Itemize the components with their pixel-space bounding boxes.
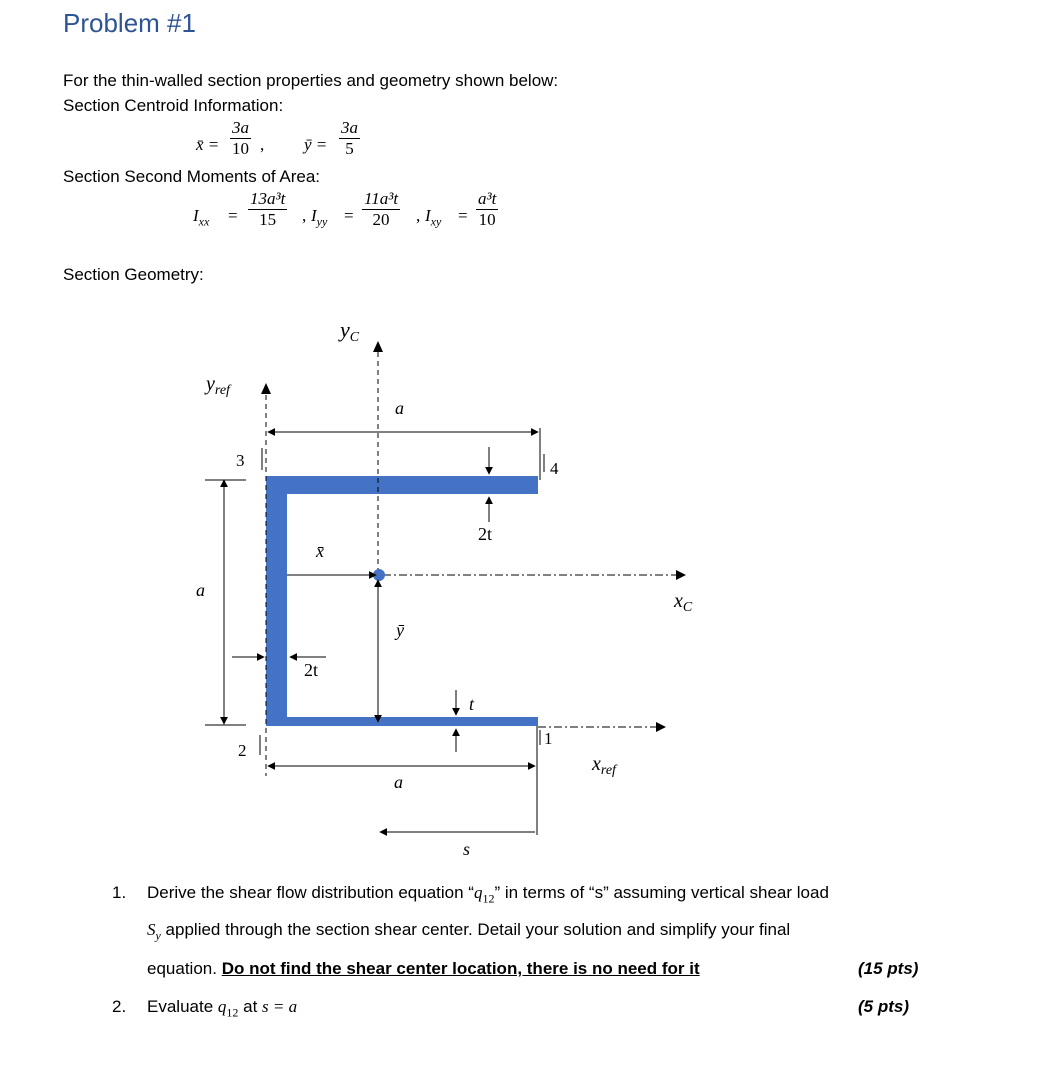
ixy-equals: =: [458, 206, 468, 225]
question-2-points: (5 pts): [858, 997, 909, 1016]
c-section-shape: [266, 476, 538, 726]
question-1-line-2: $S_y$ applied through the section shear center. Detail your solution and simplify your final: [147, 920, 791, 943]
node4-label: 4: [550, 459, 559, 478]
xbar-numerator: 3a: [232, 118, 249, 137]
question-1-line-1: Derive the shear flow distribution equation “$q_{12}$” in terms of “s” assuming vertical shear load: [147, 883, 829, 906]
ixx-comma: ,: [302, 206, 307, 225]
xbar-label: x̄: [316, 541, 324, 561]
xc-label: $x_C$: [674, 590, 693, 615]
question-1-number: 1.: [112, 883, 127, 902]
node2-label: 2: [238, 741, 247, 760]
iyy-denominator: 20: [372, 210, 390, 229]
web-thickness-label: 2t: [304, 660, 319, 680]
ixy-numerator: a³t: [478, 189, 497, 208]
bottom-flange: [266, 717, 538, 726]
question-1-points: (15 pts): [858, 959, 919, 978]
centroid-heading: Section Centroid Information:: [63, 96, 284, 115]
ixy-denominator: 10: [478, 210, 496, 229]
iyy-numerator: 11a³t: [364, 189, 399, 208]
yref-axis-arrowhead: [261, 383, 271, 394]
question-2-text: Evaluate $q_{12}$ at s = a: [147, 997, 298, 1020]
ixx-equals: =: [228, 206, 238, 225]
node3-label: 3: [236, 451, 245, 470]
ybar-denominator: 5: [345, 139, 354, 158]
ixy-symbol: $I_{xy}$: [425, 206, 442, 229]
yc-axis-arrowhead: [373, 341, 383, 352]
xc-axis-arrowhead: [676, 570, 686, 580]
ixx-denominator: 15: [259, 210, 277, 229]
xref-axis-arrowhead: [656, 722, 666, 732]
iyy-equals: =: [344, 206, 354, 225]
ixx-symbol: $I_{xx}$: [193, 206, 210, 229]
iyy-comma: ,: [416, 206, 421, 225]
geometry-heading: Section Geometry:: [63, 265, 204, 284]
iyy-symbol: $I_{yy}$: [311, 206, 328, 229]
ixx-numerator: 13a³t: [250, 189, 286, 208]
ybar-label: ȳ: [396, 620, 404, 640]
yc-label: yC: [340, 317, 360, 345]
xbar-symbol: x̄ =: [196, 135, 220, 154]
s-label: s: [463, 839, 471, 859]
question-1-line-3: equation. Do not find the shear center location, there is no need for it: [147, 959, 700, 978]
yref-label: $y_{ref}$: [206, 373, 230, 398]
node1-label: 1: [544, 729, 553, 748]
bottom-width-label: a: [394, 772, 403, 792]
intro-text: For the thin-walled section properties and geometry shown below:: [63, 71, 559, 90]
top-thickness-label: 2t: [478, 524, 493, 544]
xref-label: $x_{ref}$: [592, 753, 616, 778]
question-2-number: 2.: [112, 997, 127, 1016]
top-flange: [266, 476, 538, 494]
page-title: Problem #1: [63, 8, 196, 38]
ybar-symbol: ȳ =: [304, 135, 328, 154]
ybar-numerator: 3a: [341, 118, 358, 137]
web: [266, 476, 287, 724]
centroid-comma: ,: [260, 135, 265, 154]
xbar-denominator: 10: [232, 139, 249, 158]
moments-heading: Section Second Moments of Area:: [63, 167, 321, 186]
top-width-label: a: [395, 398, 404, 418]
bottom-thickness-label: t: [469, 694, 475, 714]
left-height-label: a: [196, 580, 205, 600]
